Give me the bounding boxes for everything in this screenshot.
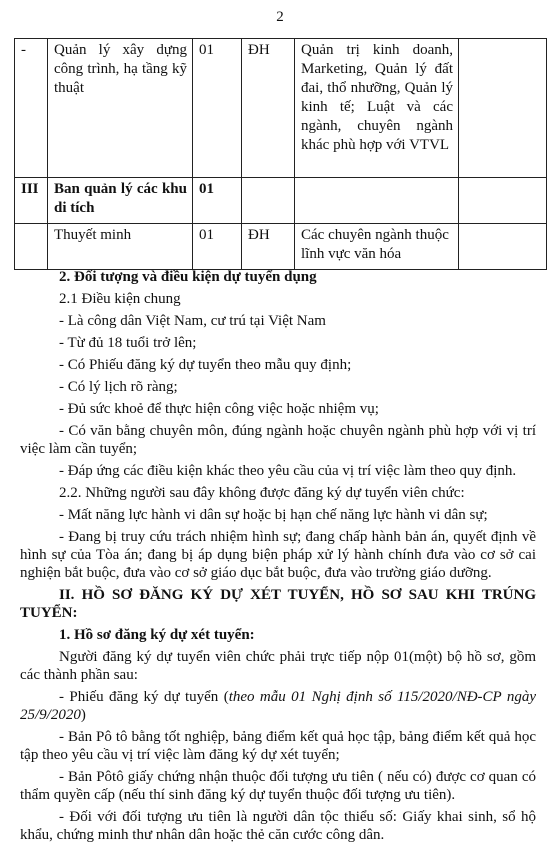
- subsection-2-1: 2.1 Điều kiện chung: [59, 291, 181, 307]
- level-cell: ĐH: [242, 224, 295, 270]
- exclusion-item: - Mất năng lực hành vi dân sự hoặc bị hạn chế năng lực hành vi dân sự;: [59, 507, 488, 523]
- table-row: [15, 178, 547, 224]
- major-cell: [295, 178, 459, 224]
- quantity-cell: 01: [193, 224, 242, 270]
- quantity-cell: 01: [193, 39, 242, 178]
- condition-item: - Có lý lịch rõ ràng;: [59, 379, 178, 395]
- level-cell: ĐH: [242, 39, 295, 178]
- condition-item: - Đủ sức khoẻ để thực hiện công việc hoặc nhiệm vụ;: [59, 401, 379, 417]
- position-cell: Thuyết minh: [48, 224, 193, 270]
- document-item: [20, 688, 536, 724]
- document-item: - Bản Pô tô bằng tốt nghiệp, bảng điểm kết quả học tập, bảng điểm kết quả học tập theo yêu cầu vị trí việc làm đăng ký dự xét tuyển;: [20, 729, 536, 763]
- recruitment-table: [14, 38, 547, 270]
- quantity-cell: 01: [193, 178, 242, 224]
- note-cell: [459, 224, 547, 270]
- position-cell: Quản lý xây dựng công trình, hạ tầng kỹ thuật: [48, 39, 193, 178]
- position-cell: Ban quản lý các khu di tích: [48, 178, 193, 224]
- item-italic-reference: theo mẫu 01 Nghị định số 115/2020/NĐ-CP ngày 25/9/2020: [20, 689, 536, 723]
- item-suffix: ): [80, 707, 86, 723]
- document-body: [20, 268, 536, 848]
- section-2-heading: 2. Đối tượng và điều kiện dự tuyển dụng: [59, 269, 317, 285]
- condition-item: - Là công dân Việt Nam, cư trú tại Việt Nam: [59, 313, 326, 329]
- intro-paragraph: Người đăng ký dự tuyển viên chức phải trực tiếp nộp 01(một) bộ hồ sơ, gồm các thành phần sau:: [20, 649, 536, 683]
- section-II-subheading: 1. Hồ sơ đăng ký dự xét tuyển:: [59, 627, 255, 643]
- row-index: -: [15, 39, 48, 178]
- condition-item: - Từ đủ 18 tuổi trở lên;: [59, 335, 197, 351]
- table-row: [15, 39, 547, 178]
- condition-item: - Có Phiếu đăng ký dự tuyển theo mẫu quy định;: [59, 357, 352, 373]
- major-cell: Các chuyên ngành thuộc lĩnh vực văn hóa: [295, 224, 459, 270]
- note-cell: [459, 178, 547, 224]
- exclusion-item: - Đang bị truy cứu trách nhiệm hình sự; đang chấp hành bản án, quyết định về hình sự của Tòa án; đang bị áp dụng biện pháp xử lý hành chính đưa vào cơ sở cai nghiện bắt buộc, đưa vào cơ sở giáo dục bắt buộc, đưa vào trường giáo dưỡng.: [20, 529, 536, 581]
- document-item: - Bản Pôtô giấy chứng nhận thuộc đối tượng ưu tiên ( nếu có) được cơ quan có thẩm quyền cấp (nếu thí sinh đăng ký dự tuyển thuộc đối tượng ưu tiên).: [20, 769, 536, 803]
- table-row: [15, 224, 547, 270]
- subsection-2-2: 2.2. Những người sau đây không được đăng ký dự tuyển viên chức:: [59, 485, 465, 501]
- level-cell: [242, 178, 295, 224]
- row-index: III: [15, 178, 48, 224]
- condition-item: - Có văn bằng chuyên môn, đúng ngành hoặc chuyên ngành phù hợp với vị trí việc làm cần tuyển;: [20, 423, 536, 457]
- condition-item: - Đáp ứng các điều kiện khác theo yêu cầu của vị trí việc làm theo quy định.: [59, 463, 517, 479]
- item-prefix: - Phiếu đăng ký dự tuyển (: [59, 689, 229, 705]
- note-cell: [459, 39, 547, 178]
- document-item: - Đối với đối tượng ưu tiên là người dân tộc thiểu số: Giấy khai sinh, sổ hộ khẩu, chứng minh thư nhân dân hoặc thẻ căn cước công dân.: [20, 809, 536, 843]
- section-II-title: II. HỒ SƠ ĐĂNG KÝ DỰ XÉT TUYỂN, HỒ SƠ SAU KHI TRÚNG TUYỂN:: [20, 587, 536, 621]
- page-number: 2: [276, 9, 284, 25]
- major-cell: Quản trị kinh doanh, Marketing, Quản lý đất đai, thổ nhưỡng, Quản lý kinh tế; Luật và các ngành, chuyên ngành khác phù hợp với VTVL: [295, 39, 459, 178]
- row-index: [15, 224, 48, 270]
